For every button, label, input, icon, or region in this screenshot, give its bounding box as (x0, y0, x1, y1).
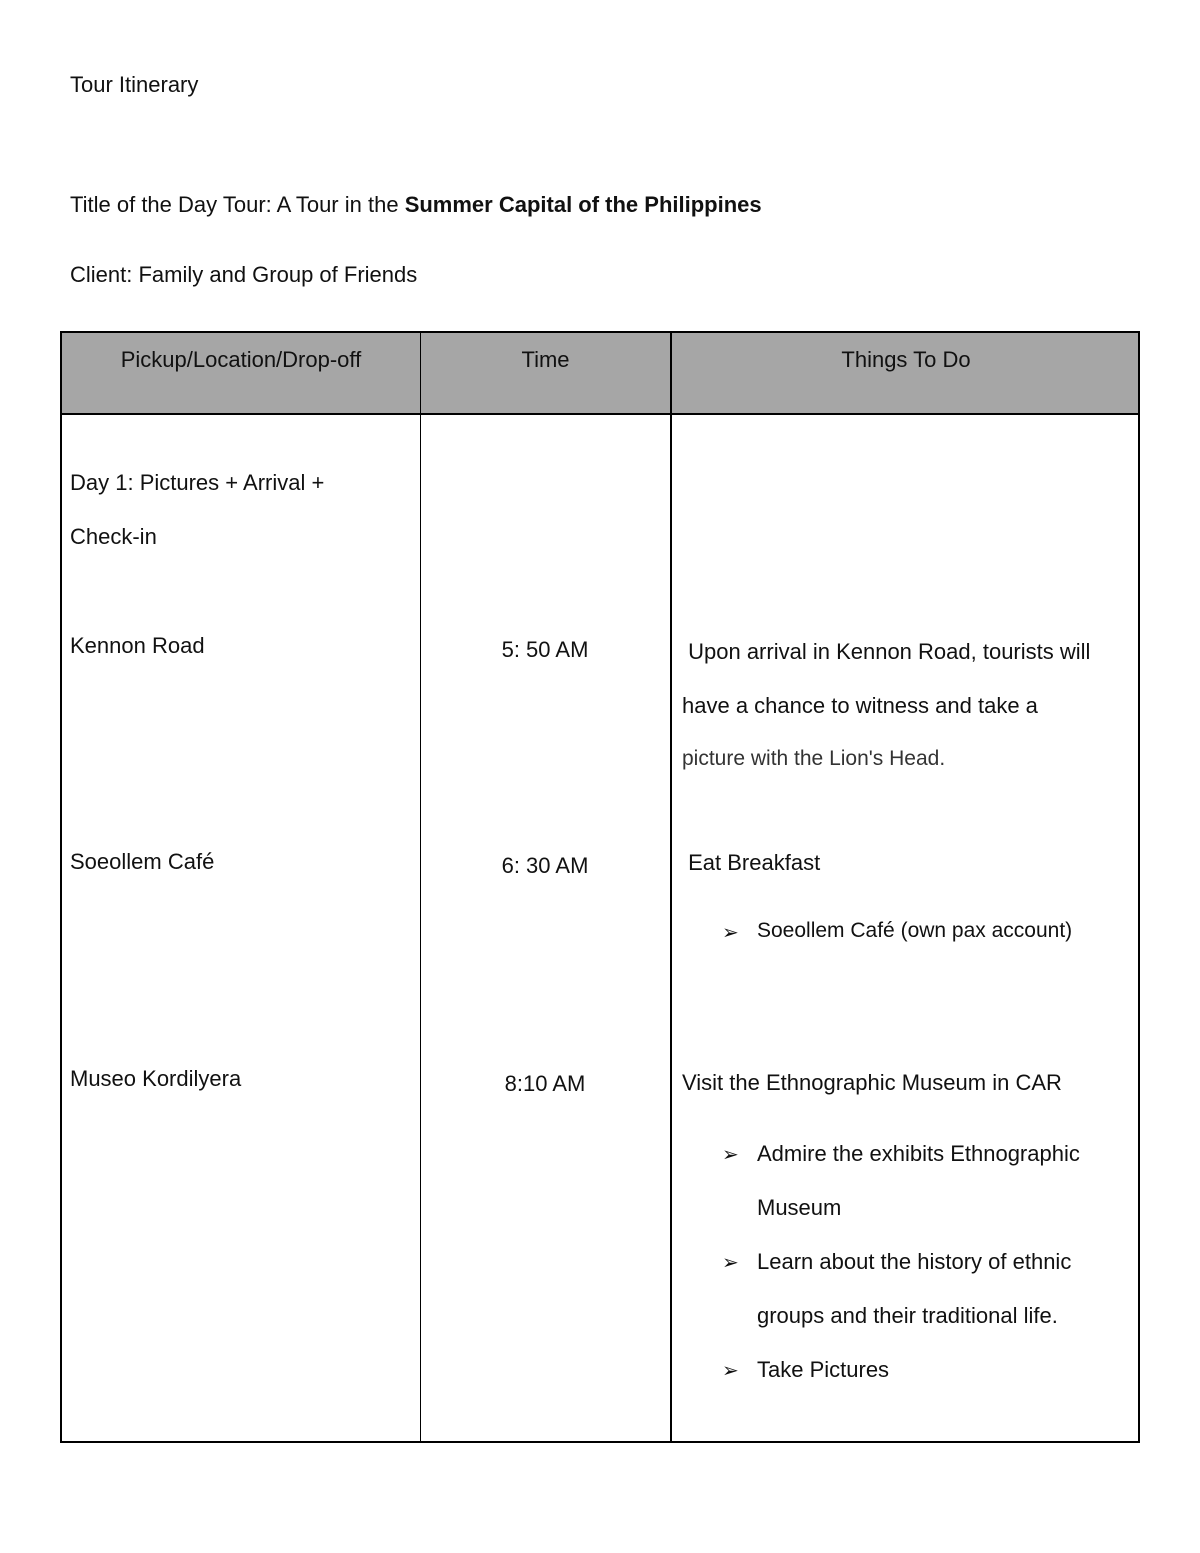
location-soeollem-cafe: Soeollem Café (70, 849, 215, 874)
time-soeollem-cafe: 6: 30 AM (501, 853, 589, 878)
tour-title-bold: Summer Capital of the Philippines (404, 192, 762, 217)
bullet-item: Take Pictures (757, 1357, 890, 1382)
day-label-line1: Day 1: Pictures + Arrival + (70, 470, 325, 495)
header-things-to-do: Things To Do (841, 347, 971, 372)
tour-title (70, 192, 762, 218)
bullet-item: Learn about the history of ethnic (757, 1249, 1072, 1274)
column-divider (420, 333, 421, 1441)
bullet-arrow-icon: ➢ (722, 1252, 739, 1274)
column-divider (670, 333, 672, 1441)
bullet-item: Soeollem Café (own pax account) (757, 919, 1073, 942)
activity-line: picture with the Lion's Head. (682, 747, 946, 770)
bullet-item-continued: groups and their traditional life. (757, 1303, 1058, 1328)
location-kennon-road: Kennon Road (70, 633, 205, 658)
bullet-arrow-icon: ➢ (722, 922, 739, 944)
day-label-line2: Check-in (70, 524, 157, 549)
bullet-item: Admire the exhibits Ethnographic (757, 1141, 1080, 1166)
activity-title: Eat Breakfast (682, 850, 821, 875)
time-kennon-road: 5: 50 AM (501, 637, 589, 662)
document-heading: Tour Itinerary (70, 72, 199, 97)
activity-line: Upon arrival in Kennon Road, tourists will (682, 639, 1091, 664)
table-header-row (62, 333, 1138, 415)
client-line: Client: Family and Group of Friends (70, 262, 418, 287)
bullet-arrow-icon: ➢ (722, 1360, 739, 1382)
itinerary-table (60, 331, 1140, 1443)
header-location: Pickup/Location/Drop-off (120, 347, 362, 372)
bullet-arrow-icon: ➢ (722, 1144, 739, 1166)
bullet-item-continued: Museum (757, 1195, 842, 1220)
location-museo-kordilyera: Museo Kordilyera (70, 1066, 242, 1091)
header-time: Time (521, 347, 570, 372)
time-museo-kordilyera: 8:10 AM (504, 1071, 586, 1096)
activity-title: Visit the Ethnographic Museum in CAR (682, 1070, 1062, 1095)
activity-line: have a chance to witness and take a (682, 693, 1038, 718)
tour-title-prefix: Title of the Day Tour: A Tour in the (70, 192, 405, 217)
